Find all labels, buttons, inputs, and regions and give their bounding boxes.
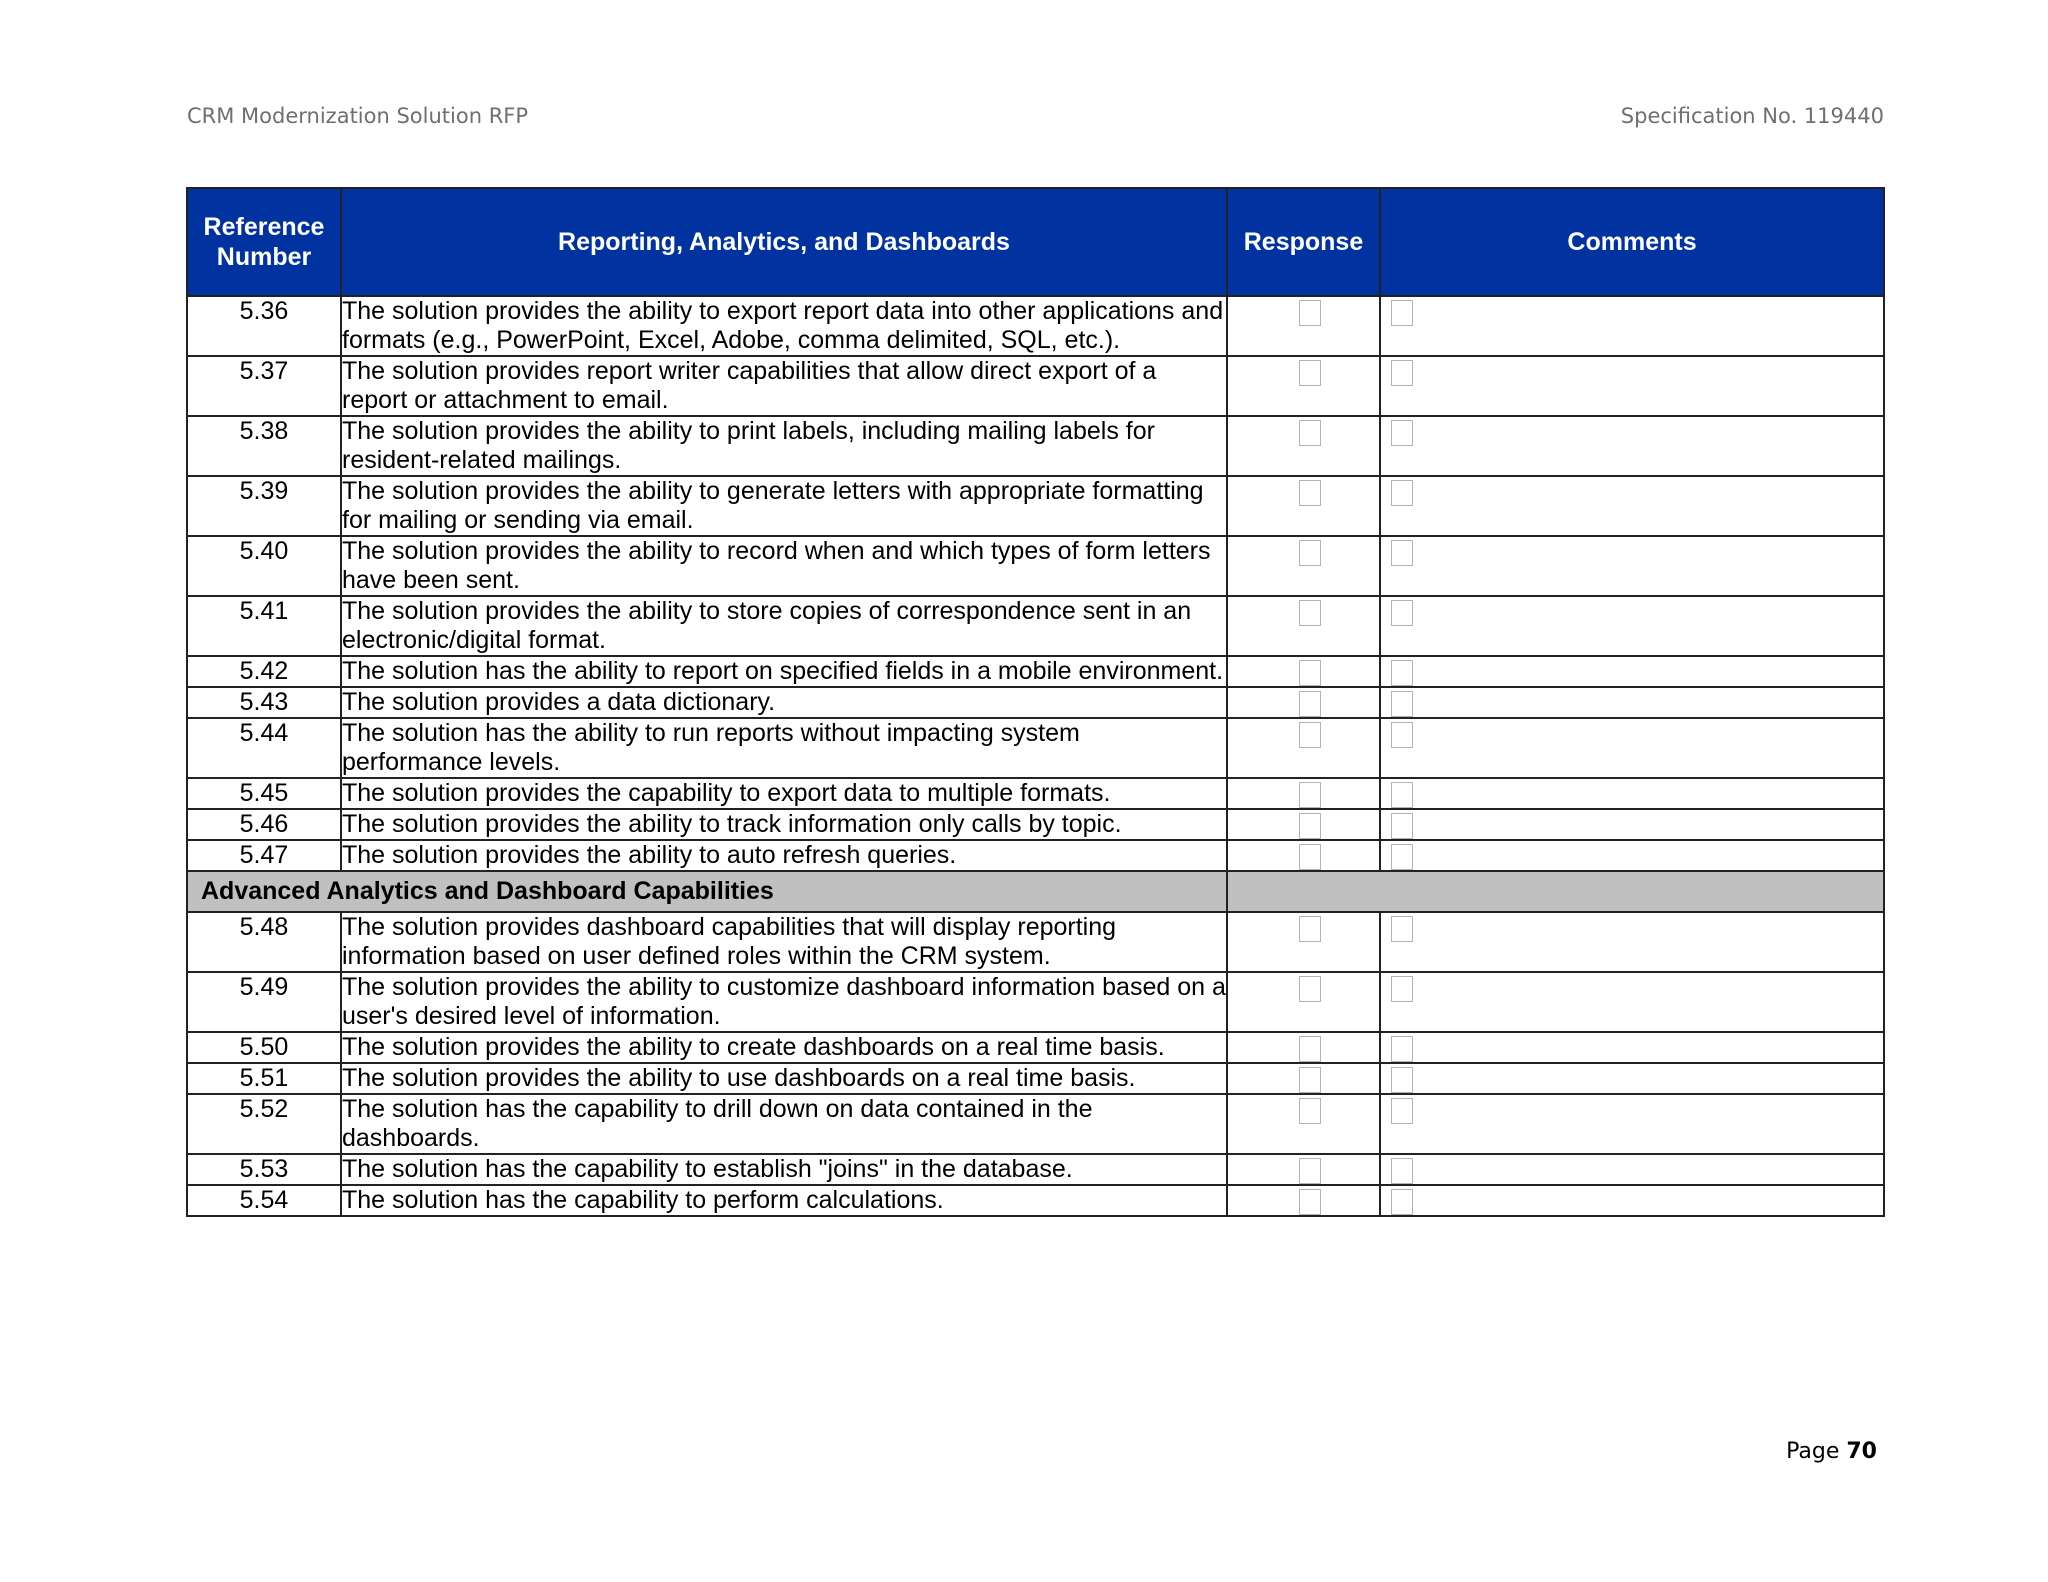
table-row <box>187 596 1884 656</box>
response-field[interactable] <box>1299 360 1321 386</box>
response-cell[interactable] <box>1227 656 1380 687</box>
response-cell[interactable] <box>1227 536 1380 596</box>
comments-cell[interactable] <box>1380 596 1884 656</box>
response-field[interactable] <box>1299 420 1321 446</box>
response-cell[interactable] <box>1227 356 1380 416</box>
table-row <box>187 840 1884 871</box>
table-row <box>187 912 1884 972</box>
page-number <box>1786 1439 1877 1464</box>
comments-field[interactable] <box>1391 300 1413 326</box>
table-row <box>187 972 1884 1032</box>
section-title: Advanced Analytics and Dashboard Capabilities <box>187 871 1227 912</box>
response-cell[interactable] <box>1227 476 1380 536</box>
comments-cell[interactable] <box>1380 809 1884 840</box>
requirement-text: The solution has the capability to perform calculations. <box>341 1185 1227 1216</box>
reference-number: 5.38 <box>187 416 341 476</box>
response-cell[interactable] <box>1227 912 1380 972</box>
requirement-text: The solution provides the ability to print labels, including mailing labels for resident-related mailings. <box>341 416 1227 476</box>
requirement-text: The solution provides the capability to export data to multiple formats. <box>341 778 1227 809</box>
requirement-text: The solution provides the ability to generate letters with appropriate formatting for mailing or sending via email. <box>341 476 1227 536</box>
reference-number: 5.46 <box>187 809 341 840</box>
comments-field[interactable] <box>1391 976 1413 1002</box>
document-title: CRM Modernization Solution RFP <box>187 104 529 128</box>
table-row <box>187 778 1884 809</box>
table-row <box>187 1032 1884 1063</box>
reference-number: 5.40 <box>187 536 341 596</box>
column-header-reference: Reference Number <box>187 188 341 296</box>
comments-cell[interactable] <box>1380 1063 1884 1094</box>
section-header-row <box>187 871 1884 912</box>
reference-number: 5.42 <box>187 656 341 687</box>
response-cell[interactable] <box>1227 778 1380 809</box>
table-row <box>187 1154 1884 1185</box>
comments-cell[interactable] <box>1380 972 1884 1032</box>
comments-field[interactable] <box>1391 660 1413 686</box>
response-cell[interactable] <box>1227 1063 1380 1094</box>
response-cell[interactable] <box>1227 1094 1380 1154</box>
comments-field[interactable] <box>1391 722 1413 748</box>
comments-field[interactable] <box>1391 844 1413 870</box>
table-row <box>187 296 1884 356</box>
section-filler <box>1227 871 1884 912</box>
table-header-row <box>187 188 1884 296</box>
comments-cell[interactable] <box>1380 778 1884 809</box>
requirement-text: The solution provides the ability to export report data into other applications and formats (e.g., PowerPoint, Excel, Adobe, comma delimited, SQL, etc.). <box>341 296 1227 356</box>
response-cell[interactable] <box>1227 687 1380 718</box>
table-row <box>187 656 1884 687</box>
requirement-text: The solution provides a data dictionary. <box>341 687 1227 718</box>
reference-number: 5.53 <box>187 1154 341 1185</box>
comments-field[interactable] <box>1391 600 1413 626</box>
response-field[interactable] <box>1299 300 1321 326</box>
reference-number: 5.41 <box>187 596 341 656</box>
comments-cell[interactable] <box>1380 356 1884 416</box>
comments-field[interactable] <box>1391 1158 1413 1184</box>
comments-field[interactable] <box>1391 540 1413 566</box>
response-field[interactable] <box>1299 916 1321 942</box>
reference-number: 5.50 <box>187 1032 341 1063</box>
requirement-text: The solution provides the ability to store copies of correspondence sent in an electronic/digital format. <box>341 596 1227 656</box>
page-label: Page <box>1786 1439 1840 1464</box>
requirement-text: The solution has the capability to drill down on data contained in the dashboards. <box>341 1094 1227 1154</box>
response-field[interactable] <box>1299 1036 1321 1062</box>
specification-number: Specification No. 119440 <box>1620 104 1884 128</box>
response-field[interactable] <box>1299 782 1321 808</box>
reference-number: 5.44 <box>187 718 341 778</box>
table-row <box>187 356 1884 416</box>
requirement-text: The solution provides the ability to create dashboards on a real time basis. <box>341 1032 1227 1063</box>
comments-field[interactable] <box>1391 1036 1413 1062</box>
response-cell[interactable] <box>1227 1185 1380 1216</box>
requirement-text: The solution has the capability to establish "joins" in the database. <box>341 1154 1227 1185</box>
response-cell[interactable] <box>1227 809 1380 840</box>
comments-field[interactable] <box>1391 916 1413 942</box>
table-row <box>187 687 1884 718</box>
column-header-response: Response <box>1227 188 1380 296</box>
response-cell[interactable] <box>1227 416 1380 476</box>
response-field[interactable] <box>1299 480 1321 506</box>
requirements-table <box>186 187 1885 1217</box>
response-cell[interactable] <box>1227 596 1380 656</box>
response-cell[interactable] <box>1227 296 1380 356</box>
reference-number: 5.45 <box>187 778 341 809</box>
comments-cell[interactable] <box>1380 1032 1884 1063</box>
comments-field[interactable] <box>1391 480 1413 506</box>
table-row <box>187 476 1884 536</box>
response-field[interactable] <box>1299 1158 1321 1184</box>
comments-cell[interactable] <box>1380 296 1884 356</box>
reference-number: 5.39 <box>187 476 341 536</box>
comments-cell[interactable] <box>1380 840 1884 871</box>
comments-field[interactable] <box>1391 782 1413 808</box>
response-field[interactable] <box>1299 1098 1321 1124</box>
requirement-text: The solution provides report writer capabilities that allow direct export of a report or attachment to email. <box>341 356 1227 416</box>
response-cell[interactable] <box>1227 1154 1380 1185</box>
comments-field[interactable] <box>1391 360 1413 386</box>
response-field[interactable] <box>1299 691 1321 717</box>
comments-cell[interactable] <box>1380 416 1884 476</box>
response-field[interactable] <box>1299 722 1321 748</box>
response-field[interactable] <box>1299 813 1321 839</box>
comments-cell[interactable] <box>1380 1185 1884 1216</box>
reference-number: 5.47 <box>187 840 341 871</box>
comments-cell[interactable] <box>1380 1154 1884 1185</box>
table-row <box>187 416 1884 476</box>
column-header-topic: Reporting, Analytics, and Dashboards <box>341 188 1227 296</box>
response-field[interactable] <box>1299 540 1321 566</box>
reference-number: 5.49 <box>187 972 341 1032</box>
reference-number: 5.36 <box>187 296 341 356</box>
response-field[interactable] <box>1299 976 1321 1002</box>
response-cell[interactable] <box>1227 972 1380 1032</box>
requirement-text: The solution has the ability to run reports without impacting system performance levels. <box>341 718 1227 778</box>
reference-number: 5.37 <box>187 356 341 416</box>
comments-field[interactable] <box>1391 420 1413 446</box>
response-field[interactable] <box>1299 1067 1321 1093</box>
table-row <box>187 536 1884 596</box>
comments-field[interactable] <box>1391 1098 1413 1124</box>
reference-number: 5.52 <box>187 1094 341 1154</box>
comments-cell[interactable] <box>1380 912 1884 972</box>
reference-number: 5.43 <box>187 687 341 718</box>
comments-cell[interactable] <box>1380 476 1884 536</box>
table-row <box>187 1094 1884 1154</box>
comments-cell[interactable] <box>1380 536 1884 596</box>
response-field[interactable] <box>1299 1189 1321 1215</box>
table-row <box>187 1063 1884 1094</box>
requirement-text: The solution provides the ability to record when and which types of form letters have been sent. <box>341 536 1227 596</box>
requirement-text: The solution provides the ability to track information only calls by topic. <box>341 809 1227 840</box>
reference-number: 5.48 <box>187 912 341 972</box>
reference-number: 5.51 <box>187 1063 341 1094</box>
requirement-text: The solution provides the ability to auto refresh queries. <box>341 840 1227 871</box>
comments-cell[interactable] <box>1380 687 1884 718</box>
column-header-comments: Comments <box>1380 188 1884 296</box>
comments-field[interactable] <box>1391 1189 1413 1215</box>
page-number-value: 70 <box>1846 1439 1877 1464</box>
comments-field[interactable] <box>1391 813 1413 839</box>
table-row <box>187 1185 1884 1216</box>
comments-field[interactable] <box>1391 1067 1413 1093</box>
comments-cell[interactable] <box>1380 718 1884 778</box>
response-cell[interactable] <box>1227 718 1380 778</box>
comments-cell[interactable] <box>1380 1094 1884 1154</box>
response-cell[interactable] <box>1227 1032 1380 1063</box>
reference-number: 5.54 <box>187 1185 341 1216</box>
response-field[interactable] <box>1299 600 1321 626</box>
response-cell[interactable] <box>1227 840 1380 871</box>
table-row <box>187 718 1884 778</box>
table-row <box>187 809 1884 840</box>
comments-field[interactable] <box>1391 691 1413 717</box>
requirement-text: The solution has the ability to report on specified fields in a mobile environment. <box>341 656 1227 687</box>
comments-cell[interactable] <box>1380 656 1884 687</box>
response-field[interactable] <box>1299 660 1321 686</box>
requirement-text: The solution provides dashboard capabilities that will display reporting information based on user defined roles within the CRM system. <box>341 912 1227 972</box>
requirement-text: The solution provides the ability to customize dashboard information based on a user's desired level of information. <box>342 973 1226 1030</box>
requirement-text: The solution provides the ability to use dashboards on a real time basis. <box>341 1063 1227 1094</box>
response-field[interactable] <box>1299 844 1321 870</box>
